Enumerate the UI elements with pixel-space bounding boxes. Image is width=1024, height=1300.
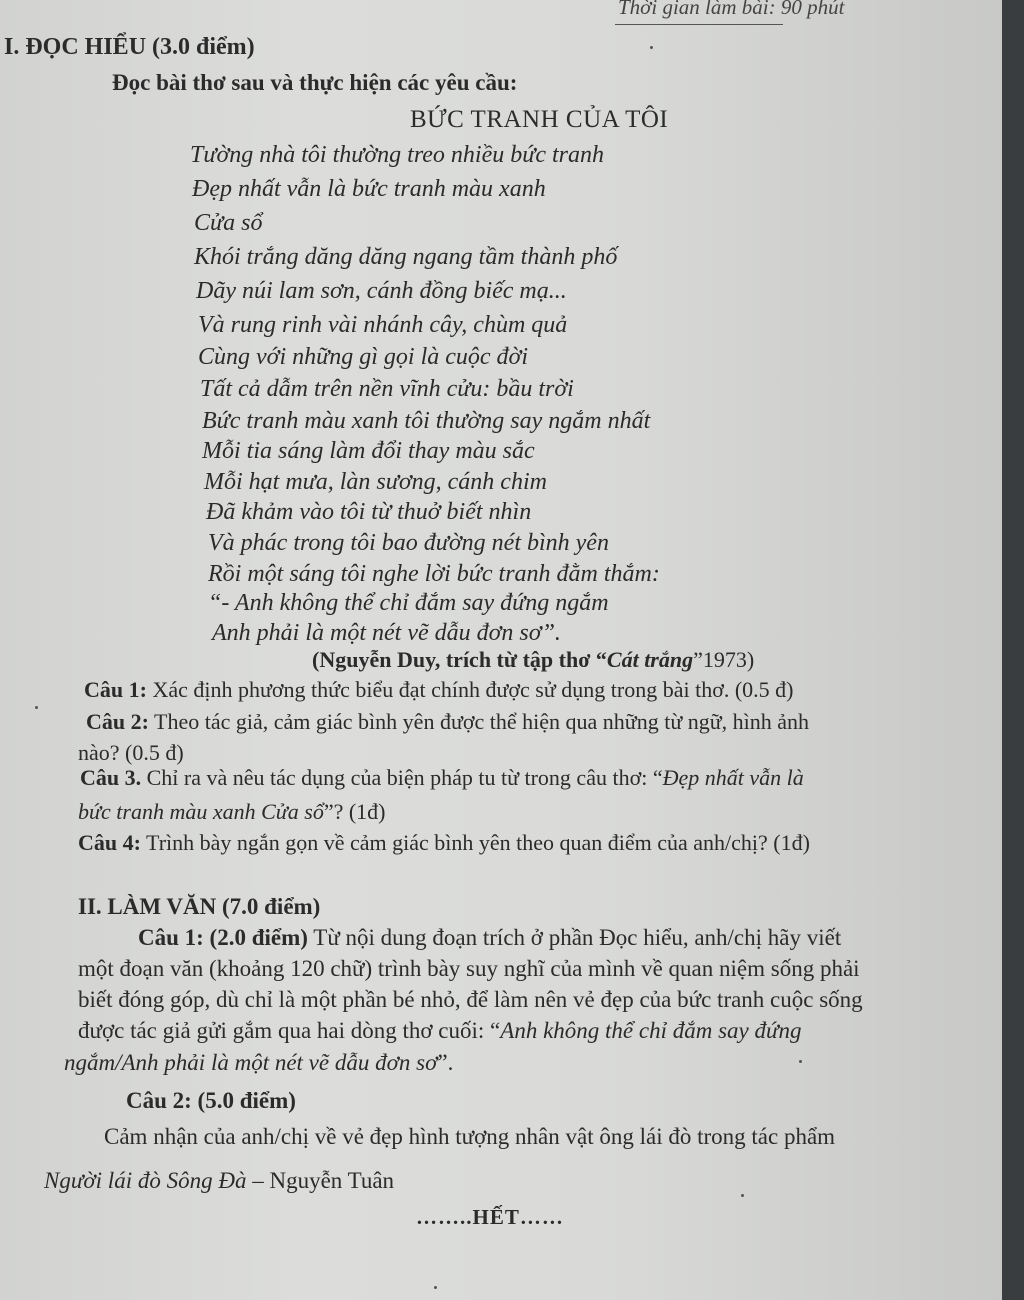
question-2-cont: nào? (0.5 đ) [78, 740, 184, 765]
essay-1-line-2: một đoạn văn (khoảng 120 chữ) trình bày suy nghĩ của mình về quan niệm sống phải [78, 956, 860, 981]
q3-text-a: Chỉ ra và nêu tác dụng của biện pháp tu từ trong câu thơ: “ [141, 765, 663, 790]
paper-speck [434, 1286, 437, 1289]
essay-2-line-2 [44, 1168, 394, 1193]
poem-line: Cửa sổ [194, 210, 263, 236]
q4-label: Câu 4: [78, 830, 141, 855]
poem-source [312, 648, 754, 672]
question-4 [78, 831, 810, 855]
poem-line: Anh phải là một nét vẽ dẫu đơn sơ”. [212, 620, 561, 646]
poem-line: Và rung rinh vài nhánh cây, chùm quả [198, 312, 568, 338]
q2-text-a: Theo tác giả, cảm giác bình yên được thể hiện qua những từ ngữ, hình ảnh [148, 709, 810, 734]
essay-1-line-4 [78, 1018, 802, 1043]
q3-quote-b: bức tranh màu xanh Cửa sổ [78, 799, 324, 824]
poem-line: “- Anh không thể chỉ đắm say đứng ngắm [208, 590, 609, 616]
essay-2-label: Câu 2: (5.0 điểm) [126, 1088, 296, 1113]
c1-l4-quote: Anh không thể chỉ đắm say đứng [500, 1018, 802, 1043]
paper-speck [741, 1194, 744, 1197]
c1-l5-end: ”. [437, 1050, 454, 1075]
poem-line: Và phác trong tôi bao đường nét bình yên [208, 530, 609, 556]
paper-speck [35, 706, 38, 709]
paper-speck [650, 46, 653, 49]
question-3-cont [78, 800, 386, 824]
time-underline [615, 24, 783, 25]
c1-l5-quote: ngắm/Anh phải là một nét vẽ dẫu đơn sơ [64, 1050, 438, 1075]
question-2 [86, 710, 809, 734]
poem-line: Tường nhà tôi thường treo nhiều bức tranh [190, 142, 604, 168]
poem-line: Khói trắng dăng dăng ngang tầm thành phố [194, 244, 618, 270]
poem-line: Cùng với những gì gọi là cuộc đời [198, 344, 529, 370]
q1-label: Câu 1: [84, 677, 147, 702]
question-3 [80, 766, 804, 790]
c2-work-title: Người lái đò Sông Đà [44, 1168, 247, 1193]
poem-line: Bức tranh màu xanh tôi thường say ngắm nhất [202, 408, 651, 434]
poem-line: Đã khảm vào tôi từ thuở biết nhìn [206, 499, 532, 525]
paper-speck [799, 1060, 802, 1063]
essay-1-line-3: biết đóng góp, dù chỉ là một phần bé nhỏ, để làm nên vẻ đẹp của bức tranh cuộc sống [78, 987, 863, 1012]
q2-label: Câu 2: [86, 709, 149, 734]
reading-instruction: Đọc bài thơ sau và thực hiện các yêu cầu: [112, 70, 518, 95]
source-suffix: ”1973) [693, 647, 755, 672]
c1-label: Câu 1: (2.0 điểm) [138, 925, 308, 950]
poem-line: Đẹp nhất vẫn là bức tranh màu xanh [192, 176, 546, 202]
q3-label: Câu 3. [80, 765, 142, 790]
q1-text: Xác định phương thức biểu đạt chính được sử dụng trong bài thơ. (0.5 đ) [146, 677, 794, 702]
essay-2-line-1: Cảm nhận của anh/chị về vẻ đẹp hình tượng nhân vật ông lái đò trong tác phẩm [104, 1124, 836, 1149]
q4-text: Trình bày ngắn gọn về cảm giác bình yên theo quan điểm của anh/chị? (1đ) [140, 830, 810, 855]
q3-text-b: ”? (1đ) [323, 799, 386, 824]
q3-quote-a: Đẹp nhất vẫn là [662, 765, 804, 790]
source-book: Cát trắng [606, 647, 694, 672]
poem-line: Tất cả dẫm trên nền vĩnh cửu: bầu trời [200, 376, 574, 402]
c2-author: – Nguyễn Tuân [246, 1168, 395, 1193]
essay-1-line-1 [138, 925, 841, 950]
poem-line: Mỗi hạt mưa, làn sương, cánh chim [204, 469, 547, 495]
source-prefix: (Nguyễn Duy, trích từ tập thơ “ [312, 647, 607, 672]
c1-l4-text: được tác giả gửi gắm qua hai dòng thơ cuối: “ [78, 1018, 501, 1043]
part2-heading: II. LÀM VĂN (7.0 điểm) [78, 894, 321, 919]
end-marker: ……..HẾT…… [416, 1205, 564, 1229]
poem-title: BỨC TRANH CỦA TÔI [410, 106, 669, 133]
c1-text: Từ nội dung đoạn trích ở phần Đọc hiểu, anh/chị hãy viết [307, 925, 842, 950]
question-1 [84, 678, 794, 702]
poem-line: Rồi một sáng tôi nghe lời bức tranh đằm thắm: [208, 561, 660, 587]
essay-1-line-5 [64, 1050, 453, 1075]
part1-heading: I. ĐỌC HIỂU (3.0 điểm) [4, 34, 255, 60]
poem-line: Dãy núi lam sơn, cánh đồng biếc mạ... [196, 278, 567, 304]
poem-line: Mỗi tia sáng làm đổi thay màu sắc [202, 438, 535, 464]
time-limit: Thời gian làm bài: 90 phút [618, 0, 845, 19]
